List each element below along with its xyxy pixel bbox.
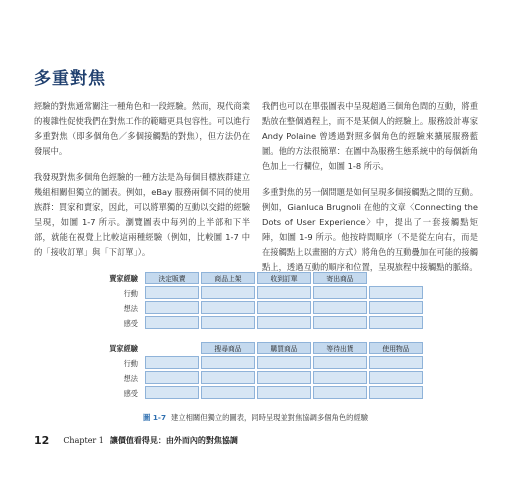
seller-row-label: 行動 — [123, 288, 138, 298]
page-number: 12 — [34, 434, 50, 447]
seller-stage-header: 決定販賣 — [145, 272, 199, 284]
figure-caption — [143, 413, 368, 423]
seller-cell — [369, 316, 423, 330]
seller-cell — [369, 286, 423, 300]
seller-cell — [313, 286, 367, 300]
buyer-cell — [257, 356, 311, 370]
chapter-title: 讓價值看得見：由外而內的對焦協調 — [109, 436, 238, 445]
seller-row-label: 感受 — [123, 318, 138, 328]
buyer-row-label: 想法 — [123, 373, 138, 383]
buyer-cell — [145, 356, 199, 370]
buyer-cell — [313, 356, 367, 370]
buyer-cell — [369, 371, 423, 385]
seller-cell — [201, 301, 255, 315]
buyer-cell — [201, 371, 255, 385]
section-title: 多重對焦 — [34, 69, 106, 89]
seller-cell — [257, 286, 311, 300]
seller-stage-header: 商品上架 — [201, 272, 255, 284]
buyer-cell — [313, 371, 367, 385]
buyer-stage-header: 搜尋商品 — [201, 342, 255, 354]
seller-cell — [145, 316, 199, 330]
figure-caption-text: 建立相關但獨立的圖表，同時呈現並對焦協調多個角色的經驗 — [171, 413, 369, 422]
seller-cell — [369, 301, 423, 315]
seller-cell — [313, 316, 367, 330]
chapter-label: Chapter 1 — [63, 436, 104, 445]
left-column — [34, 99, 250, 271]
buyer-row-label: 行動 — [123, 358, 138, 368]
paragraph: 多重對焦的另一個問題是如何呈現多個接觸點之間的互動。例如，Gianluca Brugnoli 在他的文章〈Connecting the Dots of User Experience〉中，提出了一套接觸點矩陣，如圖 1-9 所示。他按時間順序（不是從左向右，而是在接觸點上以畫圈的方式）將角色的互動疊加在可能的接觸點上，透過互動的順序和位置，呈現旅程中接觸點的脈絡。 — [262, 187, 478, 272]
page-footer — [34, 434, 238, 447]
paragraph: 經驗的對焦通常關注一種角色和一段經驗。然而，現代商業的複雜性促使我們在對焦工作的範疇更具包容性。可以進行多重對焦（即多個角色／多個接觸點的對焦），但方法仍在發展中。 — [34, 101, 250, 156]
seller-cell — [313, 301, 367, 315]
buyer-cell — [201, 356, 255, 370]
seller-stage-header: 收到訂單 — [257, 272, 311, 284]
buyer-cell — [369, 356, 423, 370]
seller-row-label: 想法 — [123, 303, 138, 313]
buyer-stage-header: 使用物品 — [369, 342, 423, 354]
seller-cell — [145, 301, 199, 315]
seller-empty-header — [369, 272, 423, 284]
right-column — [262, 99, 478, 286]
buyer-stage-header: 購買商品 — [257, 342, 311, 354]
buyer-stage-header: 等待出貨 — [313, 342, 367, 354]
buyer-cell — [145, 371, 199, 385]
seller-cell — [145, 286, 199, 300]
buyer-cell — [257, 386, 311, 400]
buyer-heading: 買家經驗 — [109, 344, 138, 353]
buyer-empty-header — [145, 342, 199, 354]
seller-cell — [257, 301, 311, 315]
seller-heading: 賣家經驗 — [109, 274, 138, 283]
buyer-cell — [145, 386, 199, 400]
buyer-row-label: 感受 — [123, 388, 138, 398]
buyer-cell — [257, 371, 311, 385]
paragraph: 我發現對焦多個角色經驗的一種方法是為每個目標族群建立幾組相關但獨立的圖表。例如，eBay 服務兩個不同的使用族群：買家和賣家，因此，可以將單獨的互動以交錯的經驗呈現，如圖 1-7 所示。瀏覽圖表中每列的上半部和下半部，就能在視覺上比較這兩種經驗（例如，比較圖 1-7 中的「接收訂單」與「下訂單」）。 — [34, 172, 250, 257]
buyer-cell — [313, 386, 367, 400]
figure-number: 圖 1-7 — [143, 413, 167, 422]
buyer-cell — [369, 386, 423, 400]
seller-cell — [257, 316, 311, 330]
paragraph: 我們也可以在單張圖表中呈現超過三個角色間的互動，將重點放在整個過程上，而不是某個人的經驗上。服務設計專家 Andy Polaine 曾透過對照多個角色的經驗來擴展服務藍圖。他的方法很簡單：在圖中為服務生態系統中的每個新角色加上一行欄位，如圖 1-8 所示。 — [262, 101, 478, 171]
seller-stage-header: 寄出商品 — [313, 272, 367, 284]
seller-cell — [201, 286, 255, 300]
seller-cell — [201, 316, 255, 330]
buyer-cell — [201, 386, 255, 400]
